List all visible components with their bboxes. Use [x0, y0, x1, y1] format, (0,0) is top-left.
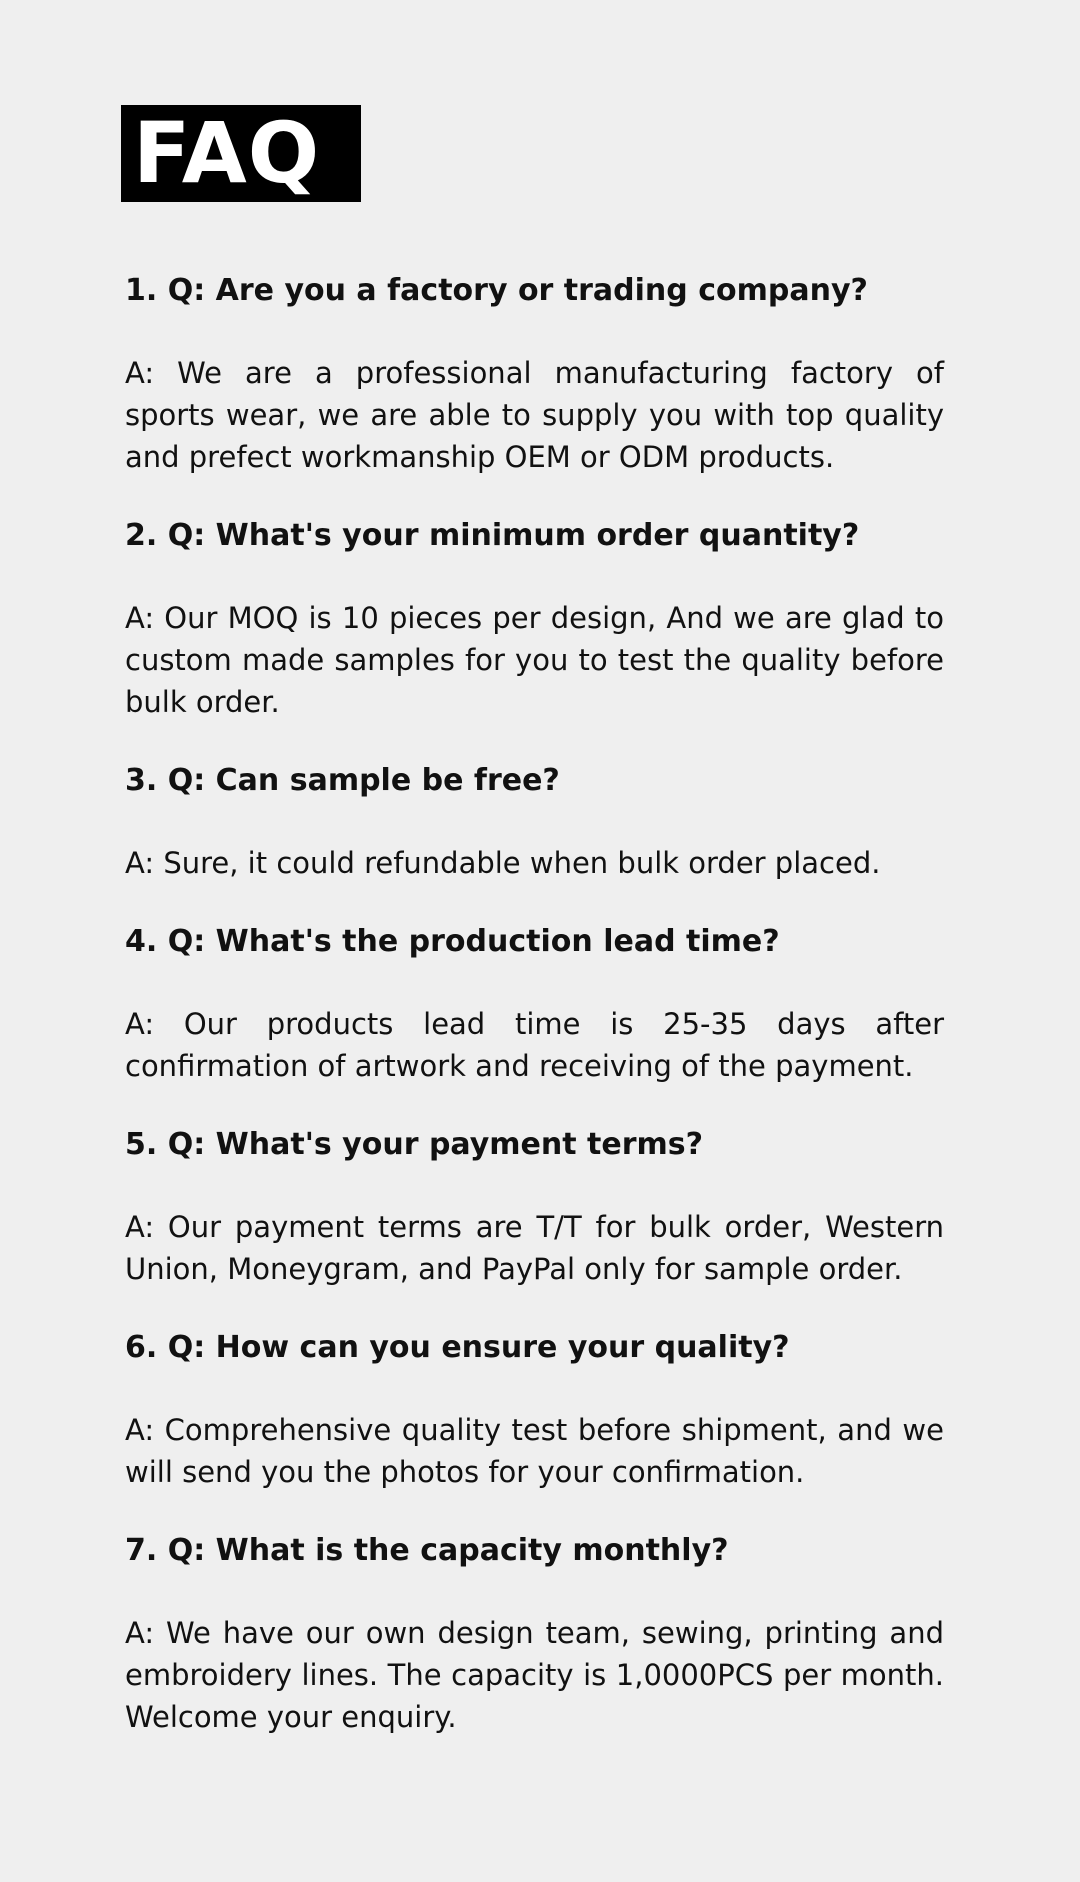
faq-answer: A: We have our own design team, sewing, printing and embroidery lines. The capacity is 1,0000PCS per month. Welcome your enquiry. [125, 1616, 944, 1734]
faq-question: 3. Q: Can sample be free? [125, 763, 560, 798]
faq-answer: A: Comprehensive quality test before shipment, and we will send you the photos for your confirmation. [125, 1413, 944, 1489]
faq-question: 5. Q: What's your payment terms? [125, 1127, 704, 1162]
faq-answer: A: Our payment terms are T/T for bulk order, Western Union, Moneygram, and PayPal only for sample order. [125, 1210, 944, 1286]
faq-answer: A: We are a professional manufacturing factory of sports wear, we are able to supply you with top quality and prefect workmanship OEM or ODM products. [125, 356, 944, 474]
faq-question: 2. Q: What's your minimum order quantity? [125, 518, 860, 553]
faq-list [125, 270, 944, 1775]
faq-item [125, 1327, 944, 1493]
faq-question: 7. Q: What is the capacity monthly? [125, 1533, 729, 1568]
faq-answer: A: Our products lead time is 25-35 days after confirmation of artwork and receiving of the payment. [125, 1007, 944, 1083]
faq-answer: A: Our MOQ is 10 pieces per design, And we are glad to custom made samples for you to test the quality before bulk order. [125, 601, 944, 719]
faq-question: 1. Q: Are you a factory or trading company? [125, 273, 868, 308]
faq-question: 6. Q: How can you ensure your quality? [125, 1330, 790, 1365]
faq-item [125, 760, 944, 884]
faq-title-badge: FAQ [121, 105, 361, 202]
faq-question: 4. Q: What's the production lead time? [125, 924, 780, 959]
faq-item [125, 1124, 944, 1290]
faq-answer: A: Sure, it could refundable when bulk order placed. [125, 846, 881, 880]
faq-item [125, 1530, 944, 1738]
faq-item [125, 515, 944, 723]
faq-item [125, 921, 944, 1087]
faq-item [125, 270, 944, 478]
